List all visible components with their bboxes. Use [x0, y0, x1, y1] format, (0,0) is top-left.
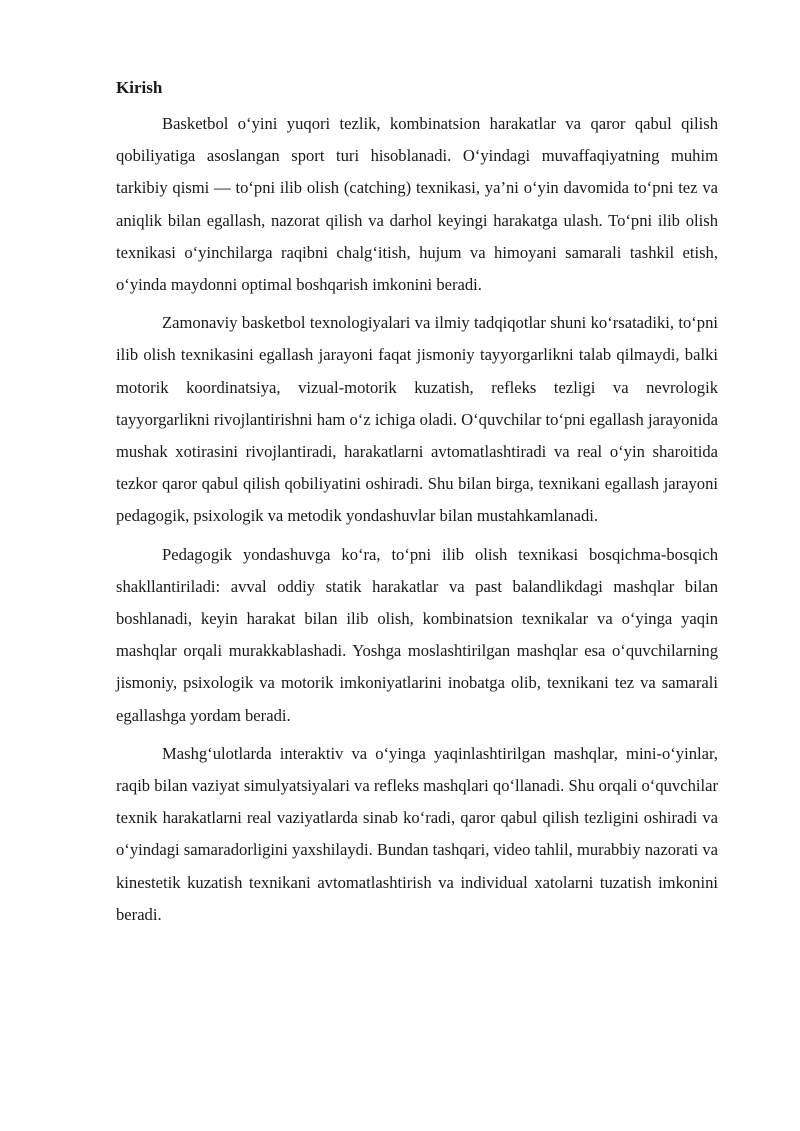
paragraph-2: Zamonaviy basketbol texnologiyalari va ilmiy tadqiqotlar shuni ko‘rsatadiki, to‘pni ilib olish texnikasini egallash jarayoni faqat jismoniy tayyorgarlikni talab qilmaydi, balki motorik koordinatsiya, vizual-motorik kuzatish, refleks tezligi va nevrologik tayyorgarlikni rivojlantirishni ham o‘z ichiga oladi. O‘quvchilar to‘pni egallash jarayonida mushak xotirasini rivojlantiradi, harakatlarni avtomatlashtiradi va real o‘yin sharoitida tezkor qaror qabul qilish qobiliyatini oshiradi. Shu bilan birga, texnikani egallash jarayoni pedagogik, psixologik va metodik yondashuvlar bilan mustahkamlanadi.	[116, 313, 718, 526]
paragraph-3: Pedagogik yondashuvga ko‘ra, to‘pni ilib olish texnikasi bosqichma-bosqich shakllantiriladi: avval oddiy statik harakatlar va past balandlikdagi mashqlar bilan boshlanadi, keyin harakat bilan ilib olish, kombinatsion texnikalar va o‘yinga yaqin mashqlar orqali murakkablashadi. Yoshga moslashtirilgan mashqlar esa o‘quvchilarning jismoniy, psixologik va motorik imkoniyatlarini inobatga olib, texnikani tez va samarali egallashga yordam beradi.	[116, 544, 718, 725]
section-heading: Kirish	[116, 78, 163, 97]
paragraph-4: Mashg‘ulotlarda interaktiv va o‘yinga yaqinlashtirilgan mashqlar, mini-o‘yinlar, raqib bilan vaziyat simulyatsiyalari va refleks mashqlari qo‘llanadi. Shu orqali o‘quvchilar texnik harakatlarni real vaziyatlarda sinab ko‘radi, qaror qabul qilish tezligini oshiradi va o‘yindagi samaradorligini yaxshilaydi. Bundan tashqari, video tahlil, murabbiy nazorati va kinestetik kuzatish texnikani avtomatlashtirish va individual xatolarni tuzatish imkonini beradi.	[116, 743, 718, 924]
paragraph-1: Basketbol o‘yini yuqori tezlik, kombinatsion harakatlar va qaror qabul qilish qobiliyatiga asoslangan sport turi hisoblanadi. O‘yindagi muvaffaqiyatning muhim tarkibiy qismi — to‘pni ilib olish (catching) texnikasi, ya’ni o‘yin davomida to‘pni tez va aniqlik bilan egallash, nazorat qilish va darhol keyingi harakatga ulash. To‘pni ilib olish texnikasi o‘yinchilarga raqibni chalg‘itish, hujum va himoyani samarali tashkil etish, o‘yinda maydonni optimal boshqarish imkonini beradi.	[116, 114, 718, 295]
